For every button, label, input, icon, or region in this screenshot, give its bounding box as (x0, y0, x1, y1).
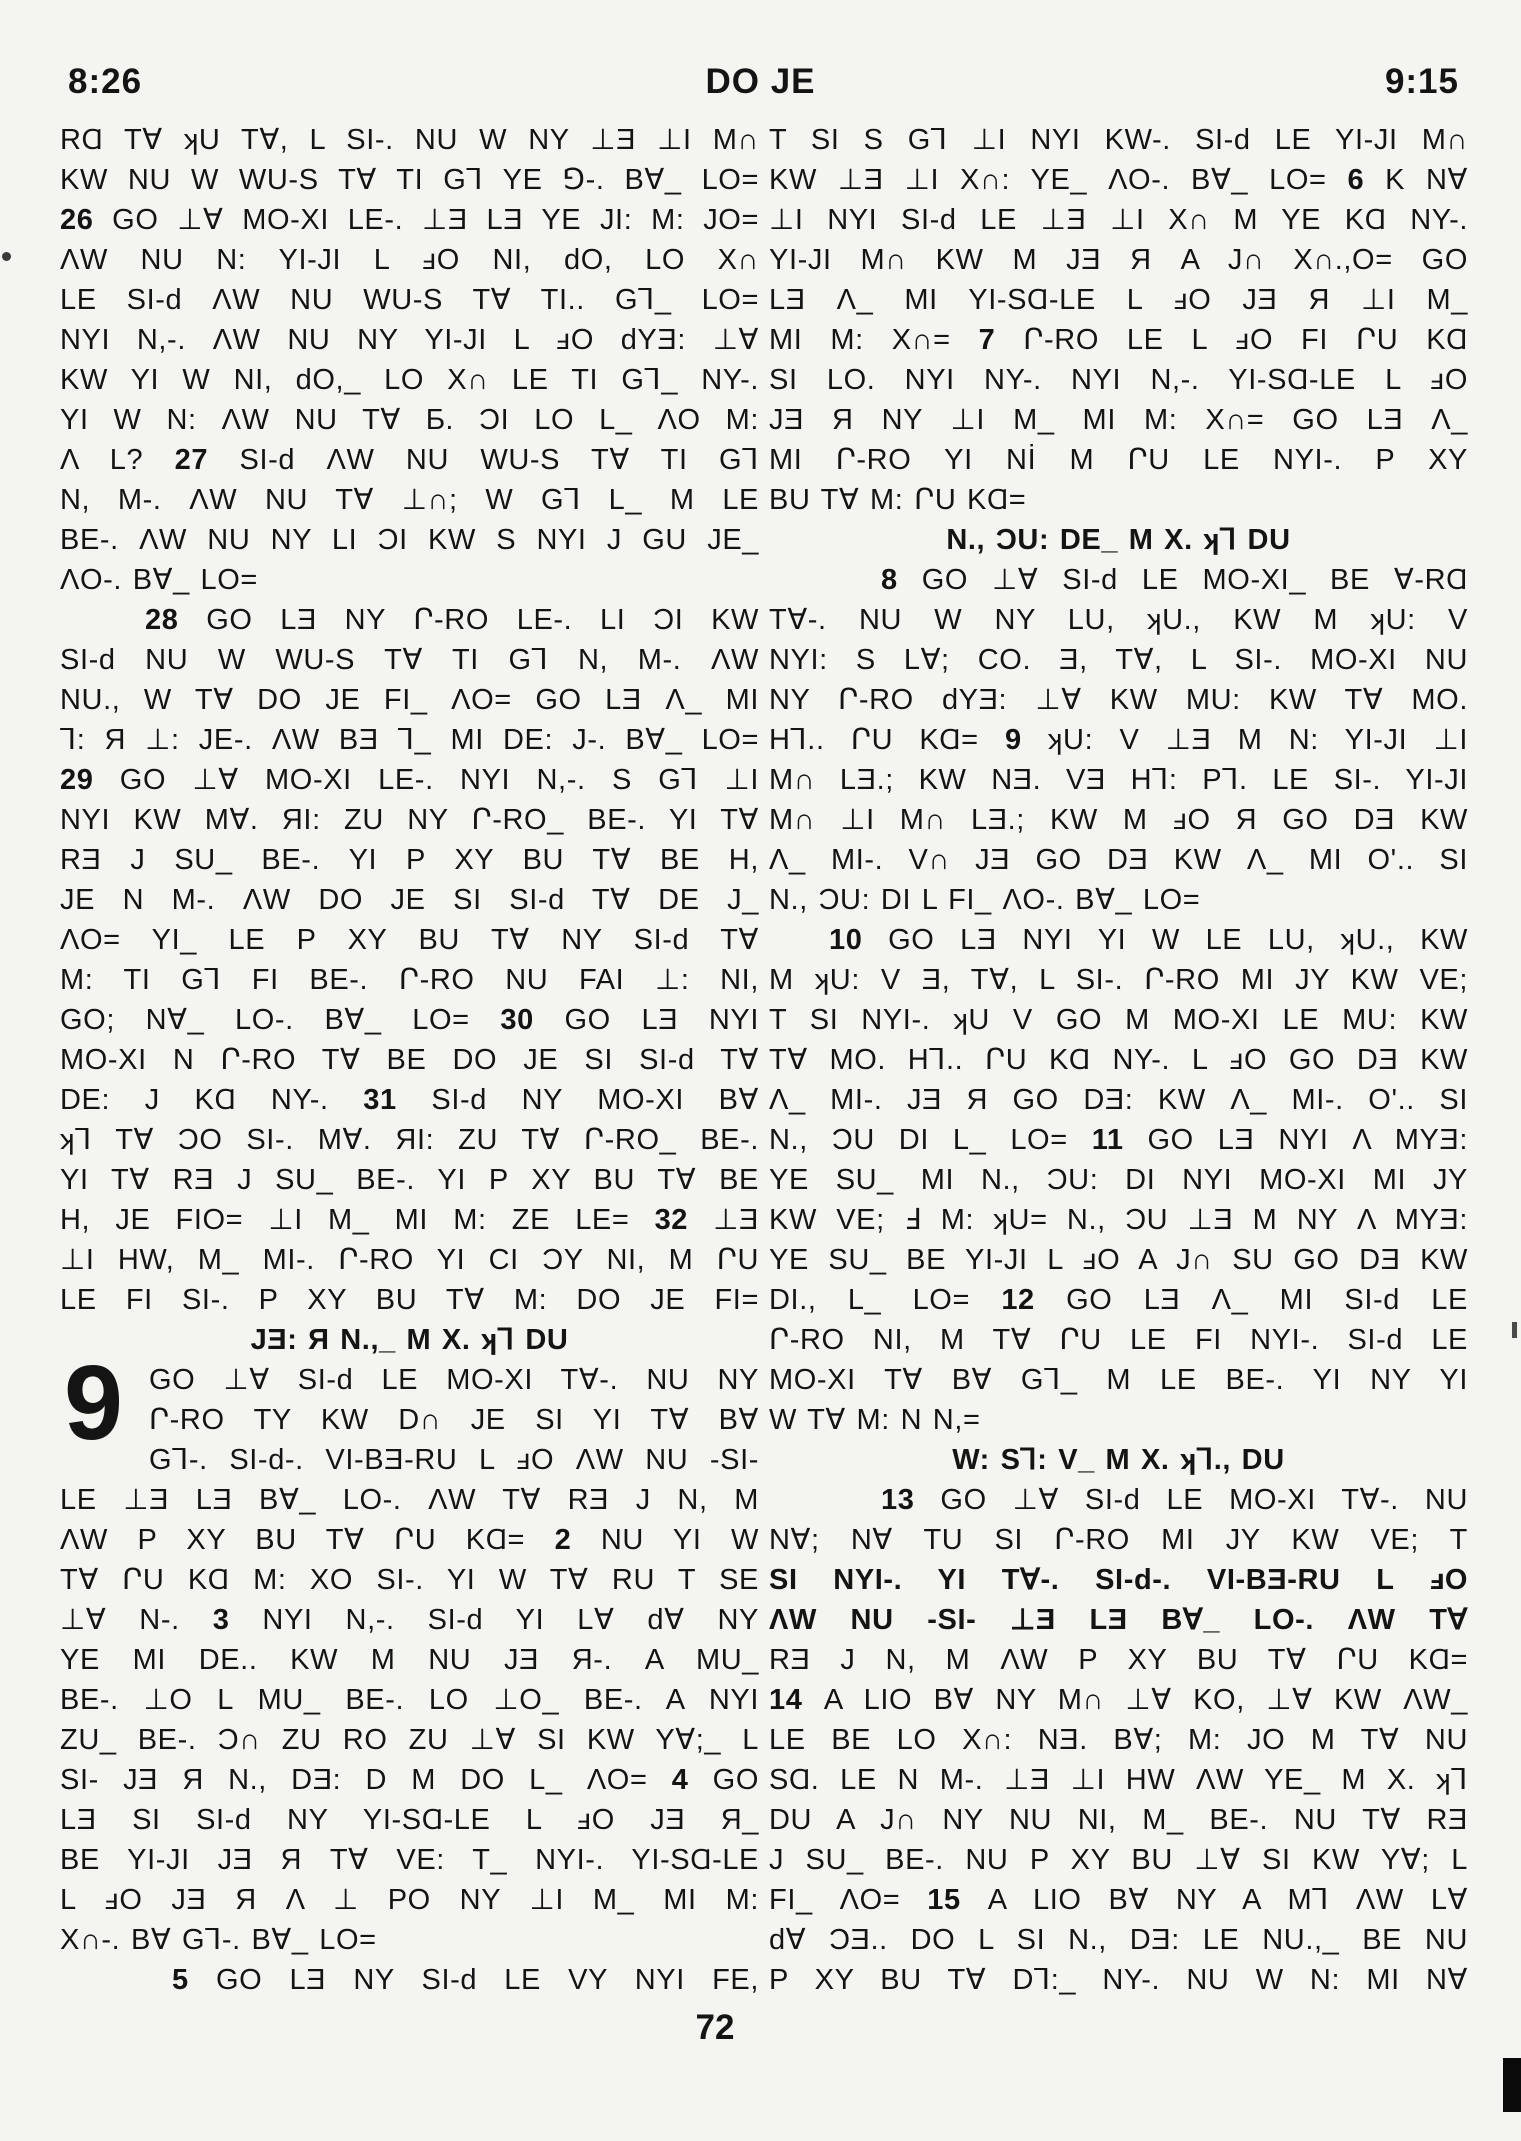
text-line: KW NU W WU-S T∀ TI G⅂ YE ⅁-. B∀_ LO= (60, 164, 759, 196)
text-line: Λ_ MI-. V∩ JƎ GO DƎ KW Λ_ MI O'.. SI (769, 844, 1468, 876)
text-line: T∀-. NU W NY LU, ʞU., KW M ʞU: V (769, 604, 1468, 636)
text-columns (60, 120, 1468, 2000)
text-line: 26 GO ⊥∀ MO-XI LE-. ⊥Ǝ LƎ YE JI: M: JO= (60, 204, 759, 236)
text-line: BE-. ⊥O L MU_ BE-. LO ⊥O_ BE-. A NYI (60, 1684, 759, 1716)
text-line: RƎ J SU_ BE-. YI P XY BU T∀ BE H, (60, 844, 759, 876)
text-line: 14 A LIO B∀ NY M∩ ⊥∀ KO, ⊥∀ KW ΛW_ (769, 1684, 1468, 1716)
verse-number: 15 (927, 1884, 988, 1916)
text-line: DI., L_ LO= 12 GO LƎ Λ_ MI SI-d LE (769, 1284, 1468, 1316)
text-line: Ր-RO TY KW D∩ JE SI YI T∀ B∀ (148, 1404, 759, 1436)
text-line: M∩ ⊥I M∩ LƎ.; KW M ⅎO Я GO DƎ KW (769, 804, 1468, 836)
text-line: ʞ⅂ T∀ ƆO SI-. M∀. ЯI: ZU T∀ Ր-RO_ BE-. (60, 1124, 759, 1156)
scan-artifact-dot (2, 252, 11, 261)
text-column-right (769, 120, 1468, 2000)
text-line: 29 GO ⊥∀ MO-XI LE-. NYI N,-. S G⅂ ⊥I (60, 764, 759, 796)
text-line: L ⅎO JƎ Я Λ ⊥ PO NY ⊥I M_ MI M: (60, 1884, 759, 1916)
text-line: ΛO= YI_ LE P XY BU T∀ NY SI-d T∀ (60, 924, 759, 956)
text-line: BU T∀ M: ՐU KⱭ= (769, 484, 1027, 516)
text-line: RⱭ T∀ ʞU T∀, L SI-. NU W NY ⊥Ǝ ⊥I M∩ (60, 124, 759, 156)
text-line: JƎ Я NY ⊥I M_ MI M: X∩= GO LƎ Λ_ (769, 404, 1468, 436)
text-line: ⅂: Я ⊥: JE-. ΛW BƎ ⅂_ MI DE: J-. B∀_ LO= (60, 724, 759, 756)
text-line: GO; N∀_ LO-. B∀_ LO= 30 GO LƎ NYI (60, 1004, 759, 1036)
verse-number: 31 (363, 1084, 432, 1116)
text-line: Ր-RO NI, M T∀ ՐU LE FI NYI-. SI-d LE (769, 1324, 1468, 1356)
text-line: SI NYI-. YI T∀-. SI-d-. VI-BƎ-RU L ⅎO (769, 1564, 1468, 1596)
text-line: ΛW NU -SI- ⊥Ǝ LƎ B∀_ LO-. ΛW T∀ (769, 1604, 1468, 1636)
text-line: T∀ MO. H⅂.. ՐU KⱭ NY-. L ⅎO GO DƎ KW (769, 1044, 1468, 1076)
text-line: YI W N: ΛW NU T∀ Ƃ. ƆI LO L_ ΛO M: (60, 404, 759, 436)
section-heading: JƎ: Я N.,_ M X. ʞ⅂ DU (250, 1324, 569, 1356)
text-line: ZU_ BE-. Ɔ∩ ZU RO ZU ⊥∀ SI KW Y∀;_ L (60, 1724, 759, 1756)
text-line: Λ L? 27 SI-d ΛW NU WU-S T∀ TI G⅂ (60, 444, 759, 476)
text-line: NYI: S L∀; CO. Ǝ, T∀, L SI-. MO-XI NU (769, 644, 1468, 676)
text-line: DU A J∩ NY NU NI, M_ BE-. NU T∀ RƎ (769, 1804, 1468, 1836)
text-line: H, JE FIO= ⊥I M_ MI M: ZE LE= 32 ⊥Ǝ (60, 1204, 759, 1236)
verse-number: 6 (1347, 164, 1386, 196)
verse-number: 7 (978, 324, 1024, 356)
text-line: ⊥∀ N-. 3 NYI N,-. SI-d YI L∀ d∀ NY (60, 1604, 759, 1636)
text-line: BE YI-JI JƎ Я T∀ VE: T_ NYI-. YI-SⱭ-LE (60, 1844, 759, 1876)
verse-number: 27 (174, 444, 240, 476)
text-line: P XY BU T∀ D⅂:_ NY-. NU W N: MI N∀ (769, 1964, 1468, 1996)
text-line: YE SU_ BE YI-JI L ⅎO A J∩ SU GO DƎ KW (769, 1244, 1468, 1276)
text-line: GO ⊥∀ SI-d LE MO-XI T∀-. NU NY (148, 1364, 759, 1396)
verse-number: 3 (212, 1604, 263, 1636)
text-line: N., ƆU: DI L FI_ ΛO-. B∀_ LO= (769, 884, 1201, 916)
text-line: 10 GO LƎ NYI YI W LE LU, ʞU., KW (829, 924, 1468, 956)
text-line: YE SU_ MI N., ƆU: DI NYI MO-XI MI JY (769, 1164, 1468, 1196)
page-header (0, 62, 1521, 108)
text-line: BE-. ΛW NU NY LI ƆI KW S NYI J GU JE_ (60, 524, 759, 556)
text-line: d∀ ƆƎ.. DO L SI N., DƎ: LE NU.,_ BE NU (769, 1924, 1468, 1956)
verse-number: 11 (1091, 1124, 1148, 1156)
text-line: J SU_ BE-. NU P XY BU ⊥∀ SI KW Y∀; L (769, 1844, 1468, 1876)
verse-number: 32 (654, 1204, 714, 1236)
text-line: ΛO-. B∀_ LO= (60, 564, 258, 596)
verse-number: 4 (671, 1764, 713, 1796)
text-line: ΛW P XY BU T∀ ՐU KⱭ= 2 NU YI W (60, 1524, 759, 1556)
text-line: DE: J KⱭ NY-. 31 SI-d NY MO-XI B∀ (60, 1084, 759, 1116)
page-footer (0, 2008, 1430, 2048)
text-line: NYI KW M∀. ЯI: ZU NY Ր-RO_ BE-. YI T∀ (60, 804, 759, 836)
text-column-left (60, 120, 759, 2000)
text-line: ΛW NU N: YI-JI L ⅎO NI, dO, LO X∩ (60, 244, 759, 276)
text-line: 13 GO ⊥∀ SI-d LE MO-XI T∀-. NU (881, 1484, 1468, 1516)
verse-number: 2 (554, 1524, 601, 1556)
text-line: H⅂.. ՐU KⱭ= 9 ʞU: V ⊥Ǝ M N: YI-JI ⊥I (769, 724, 1468, 756)
verse-number: 12 (1001, 1284, 1067, 1316)
text-line: YI T∀ RƎ J SU_ BE-. YI P XY BU T∀ BE (60, 1164, 759, 1196)
text-line: NU., W T∀ DO JE FI_ ΛO= GO LƎ Λ_ MI (60, 684, 759, 716)
section-heading: W: S⅂: V_ M X. ʞ⅂., DU (952, 1444, 1285, 1476)
text-line: KW VE; Ⅎ M: ʞU= N., ƆU ⊥Ǝ M NY Λ MYƎ: (769, 1204, 1468, 1236)
text-line: SⱭ. LE N M-. ⊥Ǝ ⊥I HW ΛW YE_ M X. ʞ⅂ (769, 1764, 1468, 1796)
verse-number: 9 (1004, 724, 1048, 756)
text-line: RƎ J N, M ΛW P XY BU T∀ ՐU KⱭ= (769, 1644, 1468, 1676)
text-line: T∀ ՐU KⱭ M: XO SI-. YI W T∀ RU T SE (60, 1564, 759, 1596)
text-line: KW ⊥Ǝ ⊥I X∩: YE_ ΛO-. B∀_ LO= 6 K N∀ (769, 164, 1468, 196)
text-line: MO-XI N Ր-RO T∀ BE DO JE SI SI-d T∀ (60, 1044, 759, 1076)
text-line: ⊥I NYI SI-d LE ⊥Ǝ ⊥I X∩ M YE KⱭ NY-. (769, 204, 1468, 236)
text-line: M ʞU: V Ǝ, T∀, L SI-. Ր-RO MI JY KW VE; (769, 964, 1468, 996)
scan-artifact-corner (1503, 2058, 1521, 2112)
text-line: ⊥I HW, M_ MI-. Ր-RO YI CI ƆY NI, M ՐU (60, 1244, 759, 1276)
text-line: M: TI G⅂ FI BE-. Ր-RO NU FAI ⊥: NI, (60, 964, 759, 996)
scan-artifact-tick (1512, 1322, 1517, 1338)
text-line: N., ƆU DI L_ LO= 11 GO LƎ NYI Λ MYƎ: (769, 1124, 1468, 1156)
text-line: LE BE LO X∩: NƎ. B∀; M: JO M T∀ NU (769, 1724, 1468, 1756)
text-line: T SI S G⅂ ⊥I NYI KW-. SI-d LE YI-JI M∩ (769, 124, 1468, 156)
text-line: N∀; N∀ TU SI Ր-RO MI JY KW VE; T (769, 1524, 1468, 1556)
text-line: NYI N,-. ΛW NU NY YI-JI L ⅎO dYƎ: ⊥∀ (60, 324, 759, 356)
text-line: SI LO. NYI NY-. NYI N,-. YI-SⱭ-LE L ⅎO (769, 364, 1468, 396)
text-line: X∩-. B∀ G⅂-. B∀_ LO= (60, 1924, 377, 1956)
text-line: 28 GO LƎ NY Ր-RO LE-. LI ƆI KW (145, 604, 759, 636)
text-line: LƎ SI SI-d NY YI-SⱭ-LE L ⅎO JƎ Я_ (60, 1804, 759, 1836)
text-line: LE FI SI-. P XY BU T∀ M: DO JE FI= (60, 1284, 759, 1316)
text-line: N, M-. ΛW NU T∀ ⊥∩; W G⅂ L_ M LE (60, 484, 759, 516)
text-line: LƎ Λ_ MI YI-SⱭ-LE L ⅎO JƎ Я ⊥I M_ (769, 284, 1468, 316)
text-line: Λ_ MI-. JƎ Я GO DƎ: KW Λ_ MI-. O'.. SI (769, 1084, 1468, 1116)
text-line: G⅂-. SI-d-. VI-BƎ-RU L ⅎO ΛW NU -SI- (148, 1444, 759, 1476)
text-line: W T∀ M: N N,= (769, 1404, 981, 1436)
verse-number: 26 (60, 204, 113, 236)
verse-number: 14 (769, 1684, 824, 1716)
text-line: MI M: X∩= 7 Ր-RO LE L ⅎO FI ՐU KⱭ (769, 324, 1468, 356)
text-line: M∩ LƎ.; KW NƎ. VƎ H⅂: P⅂. LE SI-. YI-JI (769, 764, 1468, 796)
verse-number: 13 (881, 1484, 941, 1516)
chapter-number: 9 (64, 1344, 123, 1462)
verse-number: 5 (172, 1964, 216, 1996)
text-line: T SI NYI-. ʞU V GO M MO-XI LE MU: KW (769, 1004, 1468, 1036)
header-verse-ref-right: 9:15 (1384, 62, 1459, 101)
verse-number: 29 (60, 764, 120, 796)
text-line: 8 GO ⊥∀ SI-d LE MO-XI_ BE ∀-RⱭ (881, 564, 1468, 596)
section-heading: N., ƆU: DE_ M X. ʞ⅂ DU (946, 524, 1291, 556)
text-line: NY Ր-RO dYƎ: ⊥∀ KW MU: KW T∀ MO. (769, 684, 1468, 716)
text-line: MO-XI T∀ B∀ G⅂_ M LE BE-. YI NY YI (769, 1364, 1468, 1396)
page-number: 72 (695, 2008, 735, 2047)
verse-number: 28 (145, 604, 207, 636)
text-line: LE SI-d ΛW NU WU-S T∀ TI.. G⅂_ LO= (60, 284, 759, 316)
page-title: DO JE (705, 62, 816, 101)
text-line: SI-d NU W WU-S T∀ TI G⅂ N, M-. ΛW (60, 644, 759, 676)
verse-number: 30 (500, 1004, 565, 1036)
text-line: SI- JƎ Я N., DƎ: D M DO L_ ΛO= 4 GO (60, 1764, 759, 1796)
text-line: 5 GO LƎ NY SI-d LE VY NYI FE, (172, 1964, 759, 1996)
verse-number: 10 (829, 924, 889, 956)
verse-number: 8 (881, 564, 922, 596)
header-verse-ref-left: 8:26 (68, 62, 143, 101)
text-line: KW YI W NI, dO,_ LO X∩ LE TI G⅂_ NY-. (60, 364, 759, 396)
text-line: YE MI DE.. KW M NU JƎ Я-. A MU_ (60, 1644, 759, 1676)
text-line: JE N M-. ΛW DO JE SI SI-d T∀ DE J_ (60, 884, 759, 916)
text-line: YI-JI M∩ KW M JƎ Я A J∩ X∩.,O= GO (769, 244, 1468, 276)
text-line: LE ⊥Ǝ LƎ B∀_ LO-. ΛW T∀ RƎ J N, M (60, 1484, 759, 1516)
text-line: MI Ր-RO YI Nİ M ՐU LE NYI-. P XY (769, 444, 1468, 476)
text-line: FI_ ΛO= 15 A LIO B∀ NY A M⅂ ΛW L∀ (769, 1884, 1468, 1916)
